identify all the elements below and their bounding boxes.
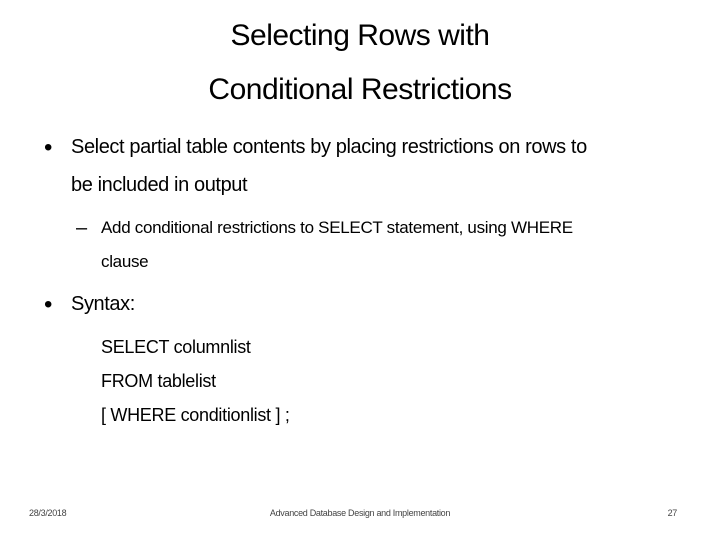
sub-bullet-dash: – [76,217,88,239]
footer-course-title: Advanced Database Design and Implementation [269,508,451,518]
slide-title-line-1: Selecting Rows with [230,19,490,52]
sub-bullet-line-2: clause [101,252,149,271]
bullet-marker: • [44,291,53,318]
slide-title-line-2: Conditional Restrictions [208,73,512,106]
sub-bullet-line-1: Add conditional restrictions to SELECT statement, using WHERE [101,218,573,237]
syntax-line-select: SELECT columnlist [101,337,251,357]
footer-date: 28/3/2018 [29,508,67,518]
bullet-1-line-2: be included in output [71,174,248,196]
bullet-2-label: Syntax: [71,293,135,315]
syntax-line-from: FROM tablelist [101,371,216,391]
bullet-1-line-1: Select partial table contents by placing restrictions on rows to [71,136,587,158]
bullet-marker: • [44,134,53,161]
syntax-line-where: [ WHERE conditionlist ] ; [101,405,290,425]
footer-page-number: 27 [667,508,677,518]
